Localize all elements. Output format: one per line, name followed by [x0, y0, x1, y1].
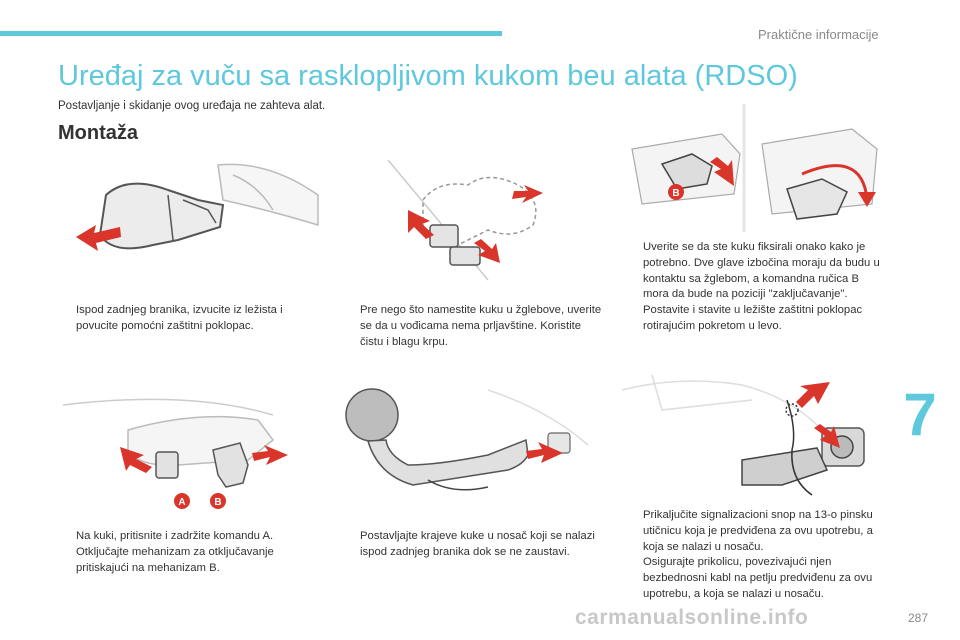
page-subtitle: Postavljanje i skidanje ovog uređaja ne zahteva alat. — [58, 100, 326, 112]
bullet-icon — [625, 240, 643, 303]
illustration-connect-socket — [622, 370, 887, 500]
list-item: Postavljajte krajeve kuke u nosač koji se nalazi ispod zadnjeg branika dok se ne zaustavi. — [342, 529, 602, 561]
bullet-icon — [58, 529, 76, 545]
illustration-clean-guides — [338, 155, 603, 285]
list-item: Prikaljučite signalizacioni snop na 13-o pinsku utičnicu koja je predviđena za ovu upotrebu, a koja se nalazi u nosaču. — [625, 508, 885, 555]
list-item: Na kuki, pritisnite i zadržite komandu A. — [58, 529, 318, 545]
list-item: Pre nego što namestite kuku u žglebove, uverite se da u vođicama nema prljavštine. Koristite čistu i blagu krpu. — [342, 303, 607, 350]
label-a: A — [178, 497, 186, 508]
bullet-icon — [58, 545, 76, 577]
page-number: 287 — [908, 611, 929, 625]
illustration-press-controls — [58, 385, 323, 515]
list-item: Ispod zadnjeg branika, izvucite iz ležista i povucite pomoćni zaštitni poklopac. — [58, 303, 318, 335]
arrow-icon — [796, 382, 830, 408]
page-title: Uređaj za vuču sa rasklopljivom kukom beu alata (RDSO) — [58, 60, 798, 92]
bullet-icon — [58, 303, 76, 335]
bullet-icon — [342, 303, 360, 350]
step-4-text — [58, 529, 318, 576]
list-item: Uverite se da ste kuku fiksirali onako kako je potrebno. Dve glave izbočina moraju da budu u kontaktu sa žglebom, a komandna ručica B mora da bude na poziciji "zaključavanje". — [625, 240, 885, 303]
step-6-text — [625, 508, 885, 603]
list-item: Osigurajte prikolicu, povezivajući njen bezbednosni kabl na petlju predviđenu za ovu upotrebu, a koja se nalazi u nosaču. — [625, 555, 885, 602]
bullet-icon — [625, 555, 643, 602]
step-5-text — [342, 529, 602, 561]
step-2-text — [342, 303, 607, 350]
watermark: carmanualsonline.info — [575, 606, 809, 629]
list-item: Otključajte mehanizam za otključavanje pritiskajući na mehanizam B. — [58, 545, 318, 577]
arrow-icon — [408, 210, 434, 239]
arrow-icon — [512, 185, 543, 203]
illustration-pull-cover — [58, 155, 323, 285]
bullet-icon — [625, 508, 643, 555]
step-3-text — [625, 240, 885, 335]
bullet-icon — [625, 303, 643, 335]
header-accent-bar — [0, 31, 502, 36]
label-b: B — [214, 497, 222, 508]
step-1-text — [58, 303, 318, 335]
label-b: B — [672, 188, 680, 199]
section-title: Praktične informacije — [758, 27, 879, 42]
illustration-insert-hook — [338, 385, 603, 515]
illustration-lock-position — [622, 104, 887, 232]
bullet-icon — [342, 529, 360, 561]
section-heading: Montaža — [58, 122, 138, 144]
list-item: Postavite i stavite u ležište zaštitni poklopac rotirajućim pokretom u levo. — [625, 303, 885, 335]
chapter-number: 7 — [903, 381, 937, 448]
